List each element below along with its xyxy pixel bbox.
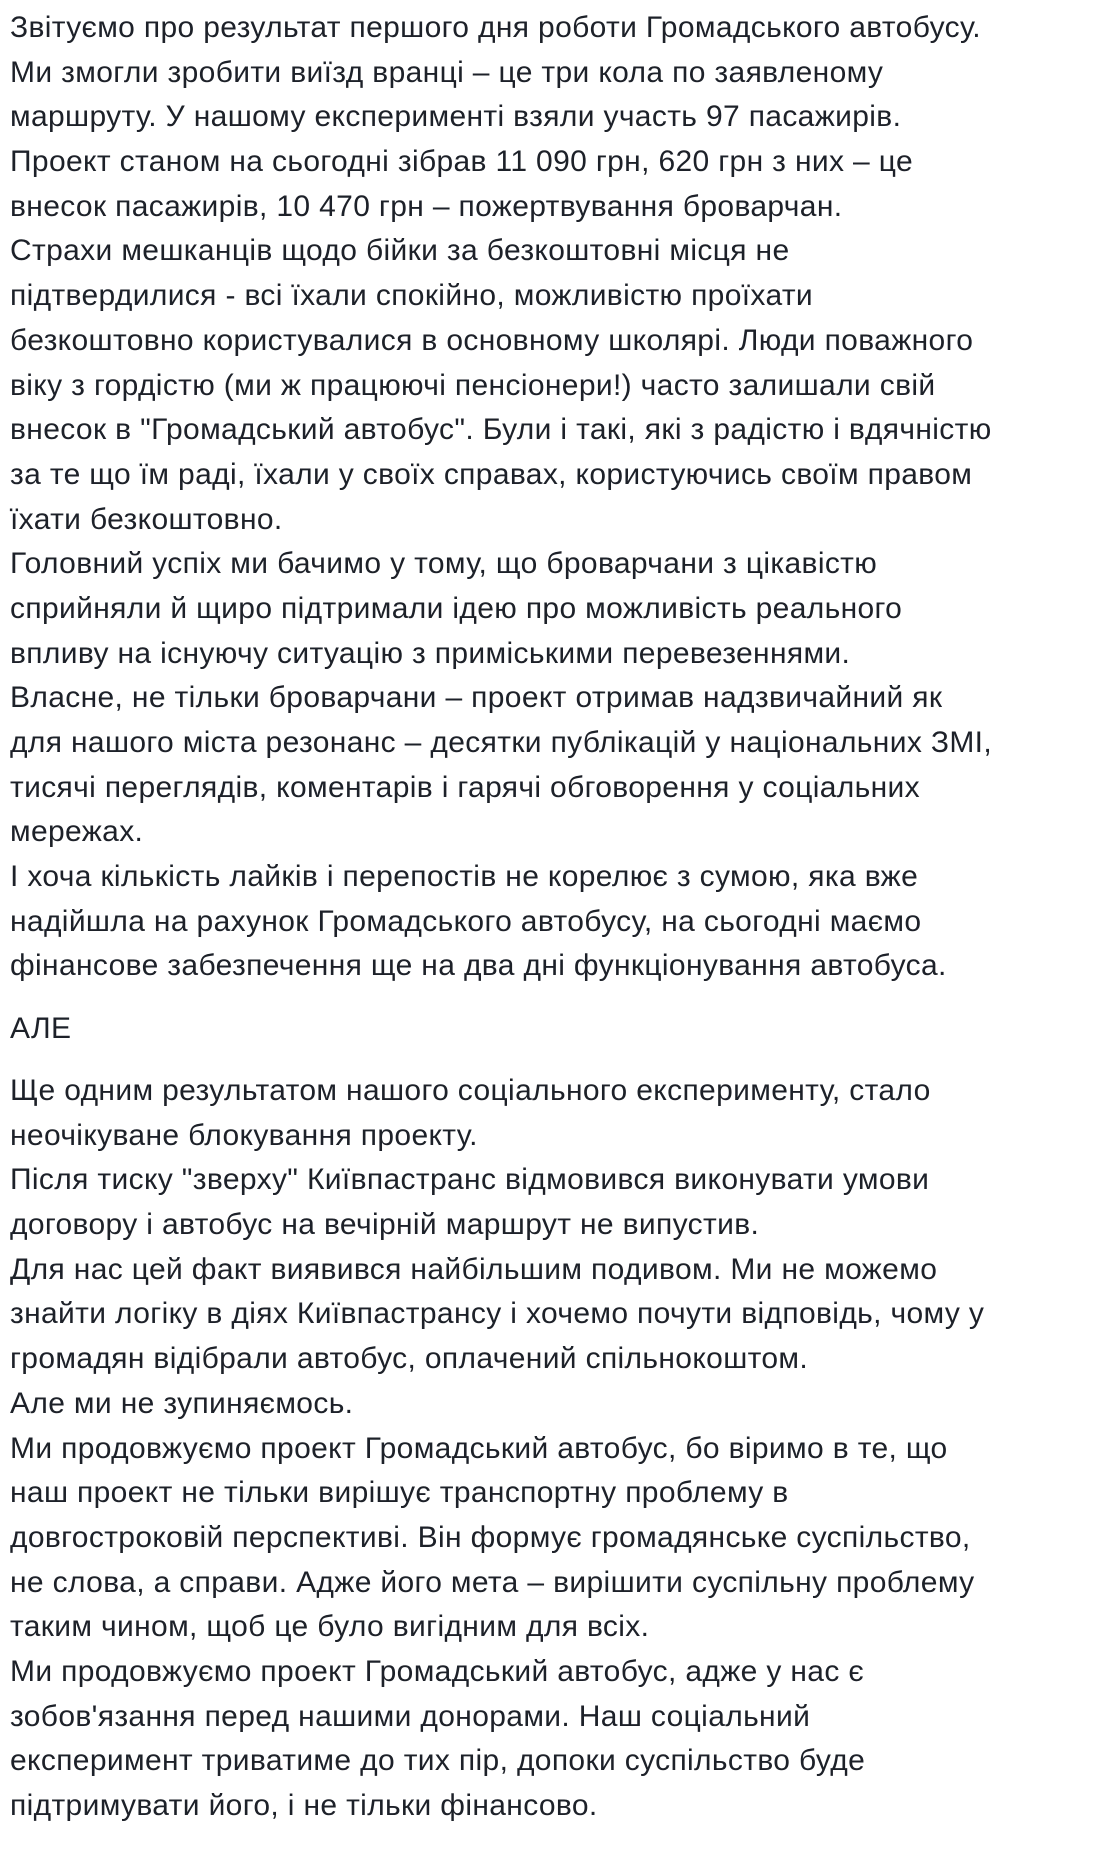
text-line: за те що їм раді, їхали у своїх справах, користуючись своїм правом (10, 457, 973, 491)
text-line: маршруту. У нашому експерименті взяли участь 97 пасажирів. (10, 100, 902, 134)
text-line: експеримент триватиме до тих пір, допоки суспільство буде (10, 1744, 866, 1778)
text-line: сприйняли й щиро підтримали ідею про можливість реального (10, 591, 903, 625)
text-line: Після тиску "зверху" Київпастранс відмовився виконувати умови (10, 1163, 930, 1197)
text-line: віку з гордістю (ми ж працюючі пенсіонери!) часто залишали свій (10, 368, 936, 402)
text-line: їхати безкоштовно. (10, 502, 283, 536)
text-line: зобов'язання перед нашими донорами. Наш соціальний (10, 1699, 811, 1733)
text-line: не слова, а справи. Адже його мета – вирішити суспільну проблему (10, 1565, 975, 1599)
text-line: Ми змогли зробити виїзд вранці – це три кола по заявленому (10, 55, 884, 89)
text-line: Головний успіх ми бачимо у тому, що броварчани з цікавістю (10, 547, 878, 581)
text-line: фінансове забезпечення ще на два дні функціонування автобуса. (10, 949, 947, 983)
text-line: внесок пасажирів, 10 470 грн – пожертвування броварчан. (10, 189, 843, 223)
text-line: Ми продовжуємо проект Громадський автобус, бо віримо в те, що (10, 1431, 948, 1465)
text-line: впливу на існуючу ситуацію з приміськими перевезеннями. (10, 636, 851, 670)
text-line: Звітуємо про результат першого дня роботи Громадського автобусу. (10, 11, 981, 44)
text-line: АЛЕ (10, 1012, 72, 1045)
text-line: Ще одним результатом нашого соціального експерименту, стало (10, 1074, 931, 1107)
text-line: Ми продовжуємо проект Громадський автобус, адже у нас є (10, 1654, 865, 1688)
text-line: Для нас цей факт виявився найбільшим подивом. Ми не можемо (10, 1252, 938, 1286)
text-line: неочікуване блокування проекту. (10, 1118, 478, 1152)
text-line: надійшла на рахунок Громадського автобусу, на сьогодні маємо (10, 904, 922, 938)
text-line: наш проект не тільки вирішує транспортну проблему в (10, 1476, 789, 1510)
paragraph-report (10, 6, 992, 989)
text-line: тисячі переглядів, коментарів і гарячі обговорення у соціальних (10, 770, 921, 804)
text-line: І хоча кількість лайків і перепостів не корелює з сумою, яка вже (10, 860, 919, 894)
text-line: Страхи мешканців щодо бійки за безкоштовні місця не (10, 234, 790, 268)
text-line: для нашого міста резонанс – десятки публікацій у національних ЗМІ, (10, 726, 993, 759)
text-line: знайти логіку в діях Київпастрансу і хочемо почути відповідь, чому у (10, 1297, 985, 1331)
text-line: мережах. (10, 815, 144, 849)
text-line: договору і автобус на вечірній маршрут не випустив. (10, 1208, 760, 1242)
text-line: Проект станом на сьогодні зібрав 11 090 грн, 620 грн з них – це (10, 145, 913, 179)
text-line: Власне, не тільки броварчани – проект отримав надзвичайний як (10, 681, 943, 715)
text-line: внесок в "Громадський автобус". Були і такі, які з радістю і вдячністю (10, 413, 992, 447)
text-line: довгостроковій перспективі. Він формує громадянське суспільство, (10, 1520, 971, 1554)
paragraph-but (10, 1007, 71, 1052)
paragraph-blocking (10, 1069, 984, 1829)
text-line: Але ми не зупиняємось. (10, 1386, 354, 1420)
text-line: підтримувати його, і не тільки фінансово. (10, 1789, 598, 1822)
text-line: безкоштовно користувалися в основному школярі. Люди поважного (10, 323, 974, 357)
text-line: підтвердилися - всі їхали спокійно, можливістю проїхати (10, 279, 814, 313)
text-line: таким чином, щоб це було вигідним для всіх. (10, 1610, 650, 1644)
text-line: громадян відібрали автобус, оплачений спільнокоштом. (10, 1342, 809, 1376)
